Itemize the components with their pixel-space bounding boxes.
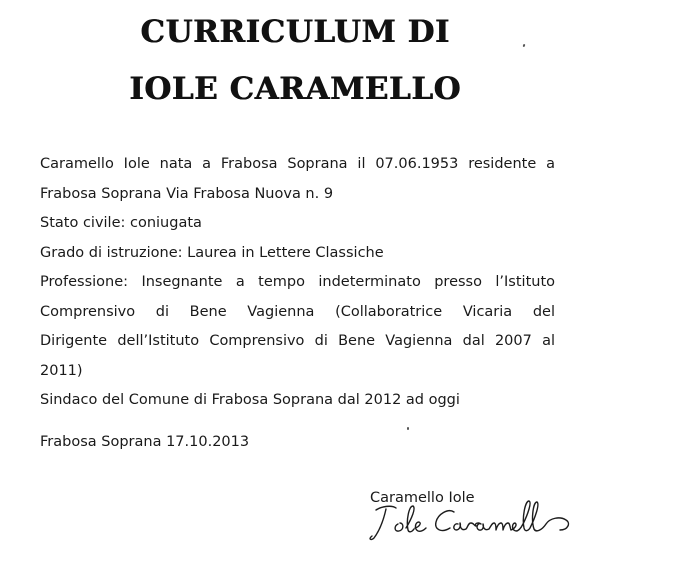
document-title-line1: CURRICULUM DI xyxy=(140,14,450,50)
document-body xyxy=(40,150,555,416)
profession-line-1: Professione: Insegnante a tempo indeterminato presso l’Istituto xyxy=(40,274,555,290)
scan-speck xyxy=(407,427,409,430)
birth-line-1: Caramello Iole nata a Frabosa Soprana il 07.06.1953 residente a xyxy=(40,156,555,172)
education-line: Grado di istruzione: Laurea in Lettere Classiche xyxy=(40,244,384,261)
profession-line-2: Comprensivo di Bene Vagienna (Collaboratrice Vicaria del xyxy=(40,303,555,320)
signer-name: Caramello Iole xyxy=(370,490,475,506)
profession-line-4: 2011) xyxy=(40,362,83,379)
mayor-line: Sindaco del Comune di Frabosa Soprana dal 2012 ad oggi xyxy=(40,392,460,408)
profession-line-3: Dirigente dell’Istituto Comprensivo di Bene Vagienna dal 2007 al xyxy=(40,333,555,349)
civil-status-line: Stato civile: coniugata xyxy=(40,215,202,231)
place-and-date: Frabosa Soprana 17.10.2013 xyxy=(40,434,250,450)
handwritten-signature xyxy=(362,488,602,548)
birth-line-2: Frabosa Soprana Via Frabosa Nuova n. 9 xyxy=(40,185,334,202)
document-title-line2: IOLE CARAMELLO xyxy=(129,71,461,107)
